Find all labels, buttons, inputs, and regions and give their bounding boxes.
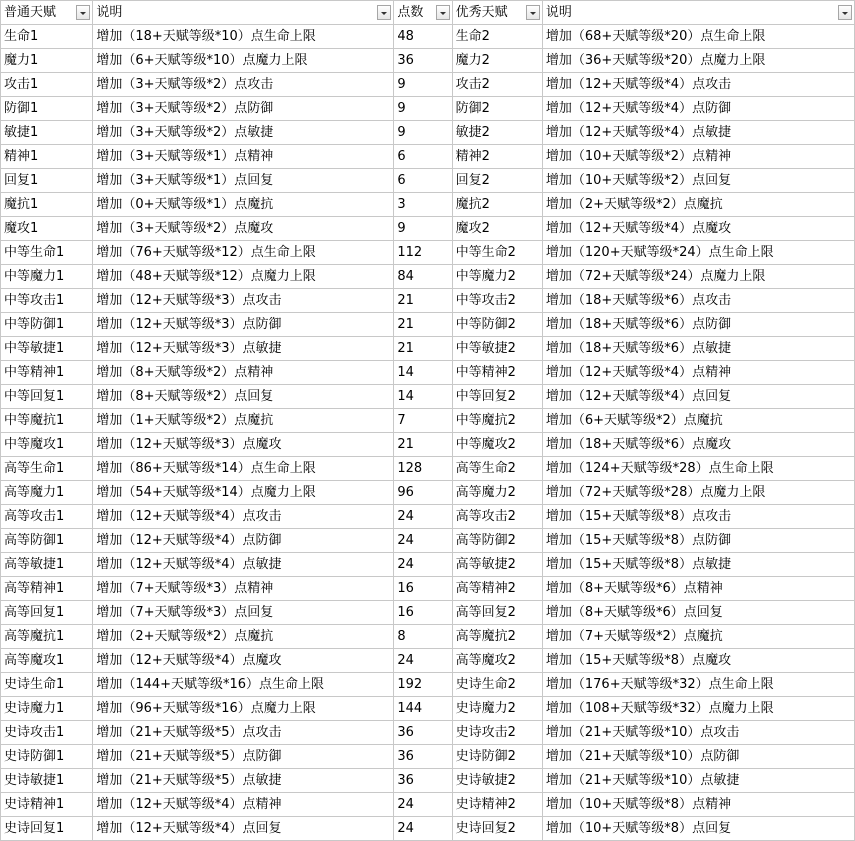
cell-description-2: 增加（18+天赋等级*6）点敏捷 xyxy=(542,337,854,361)
cell-points: 24 xyxy=(394,529,452,553)
cell-description-1: 增加（76+天赋等级*12）点生命上限 xyxy=(93,241,394,265)
table-row[interactable] xyxy=(1,25,855,49)
cell-normal-talent: 防御1 xyxy=(1,97,93,121)
cell-description-2: 增加（18+天赋等级*6）点攻击 xyxy=(542,289,854,313)
table-row[interactable] xyxy=(1,361,855,385)
table-row[interactable] xyxy=(1,121,855,145)
cell-description-2: 增加（15+天赋等级*8）点魔攻 xyxy=(542,649,854,673)
cell-description-1: 增加（96+天赋等级*16）点魔力上限 xyxy=(93,697,394,721)
cell-excellent-talent: 高等敏捷2 xyxy=(452,553,542,577)
cell-normal-talent: 中等回复1 xyxy=(1,385,93,409)
cell-description-2: 增加（18+天赋等级*6）点防御 xyxy=(542,313,854,337)
cell-description-1: 增加（21+天赋等级*5）点防御 xyxy=(93,745,394,769)
cell-description-2: 增加（10+天赋等级*2）点精神 xyxy=(542,145,854,169)
cell-normal-talent: 生命1 xyxy=(1,25,93,49)
cell-description-1: 增加（7+天赋等级*3）点回复 xyxy=(93,601,394,625)
cell-description-2: 增加（68+天赋等级*20）点生命上限 xyxy=(542,25,854,49)
cell-description-1: 增加（54+天赋等级*14）点魔力上限 xyxy=(93,481,394,505)
cell-description-2: 增加（12+天赋等级*4）点攻击 xyxy=(542,73,854,97)
cell-points: 21 xyxy=(394,289,452,313)
column-header-description-2[interactable] xyxy=(542,1,854,25)
filter-dropdown-icon[interactable] xyxy=(76,5,90,20)
cell-description-2: 增加（21+天赋等级*10）点敏捷 xyxy=(542,769,854,793)
column-header-normal-talent[interactable] xyxy=(1,1,93,25)
cell-description-2: 增加（176+天赋等级*32）点生命上限 xyxy=(542,673,854,697)
cell-normal-talent: 史诗魔力1 xyxy=(1,697,93,721)
table-row[interactable] xyxy=(1,385,855,409)
cell-description-2: 增加（18+天赋等级*6）点魔攻 xyxy=(542,433,854,457)
cell-points: 36 xyxy=(394,769,452,793)
cell-excellent-talent: 史诗回复2 xyxy=(452,817,542,841)
cell-description-2: 增加（21+天赋等级*10）点防御 xyxy=(542,745,854,769)
cell-excellent-talent: 史诗魔力2 xyxy=(452,697,542,721)
cell-description-1: 增加（12+天赋等级*3）点攻击 xyxy=(93,289,394,313)
cell-normal-talent: 魔力1 xyxy=(1,49,93,73)
table-row[interactable] xyxy=(1,217,855,241)
column-header-description-1[interactable] xyxy=(93,1,394,25)
table-row[interactable] xyxy=(1,169,855,193)
cell-description-2: 增加（72+天赋等级*24）点魔力上限 xyxy=(542,265,854,289)
table-row[interactable] xyxy=(1,625,855,649)
table-row[interactable] xyxy=(1,145,855,169)
cell-normal-talent: 中等魔抗1 xyxy=(1,409,93,433)
table-row[interactable] xyxy=(1,793,855,817)
table-row[interactable] xyxy=(1,481,855,505)
table-row[interactable] xyxy=(1,817,855,841)
cell-points: 16 xyxy=(394,577,452,601)
cell-description-2: 增加（2+天赋等级*2）点魔抗 xyxy=(542,193,854,217)
table-row[interactable] xyxy=(1,265,855,289)
cell-description-2: 增加（7+天赋等级*2）点魔抗 xyxy=(542,625,854,649)
cell-points: 21 xyxy=(394,337,452,361)
cell-description-2: 增加（12+天赋等级*4）点防御 xyxy=(542,97,854,121)
column-header-label: 说明 xyxy=(96,5,123,20)
cell-normal-talent: 中等生命1 xyxy=(1,241,93,265)
cell-normal-talent: 魔攻1 xyxy=(1,217,93,241)
cell-description-1: 增加（0+天赋等级*1）点魔抗 xyxy=(93,193,394,217)
table-row[interactable] xyxy=(1,505,855,529)
cell-points: 9 xyxy=(394,217,452,241)
cell-excellent-talent: 魔抗2 xyxy=(452,193,542,217)
filter-dropdown-icon[interactable] xyxy=(526,5,540,20)
cell-normal-talent: 高等魔力1 xyxy=(1,481,93,505)
cell-excellent-talent: 中等攻击2 xyxy=(452,289,542,313)
cell-points: 112 xyxy=(394,241,452,265)
cell-points: 3 xyxy=(394,193,452,217)
column-header-points[interactable] xyxy=(394,1,452,25)
cell-excellent-talent: 精神2 xyxy=(452,145,542,169)
cell-points: 84 xyxy=(394,265,452,289)
cell-description-2: 增加（10+天赋等级*8）点回复 xyxy=(542,817,854,841)
cell-description-2: 增加（12+天赋等级*4）点魔攻 xyxy=(542,217,854,241)
cell-description-2: 增加（108+天赋等级*32）点魔力上限 xyxy=(542,697,854,721)
table-row[interactable] xyxy=(1,769,855,793)
cell-normal-talent: 高等攻击1 xyxy=(1,505,93,529)
cell-normal-talent: 高等回复1 xyxy=(1,601,93,625)
cell-normal-talent: 精神1 xyxy=(1,145,93,169)
cell-description-1: 增加（21+天赋等级*5）点攻击 xyxy=(93,721,394,745)
cell-normal-talent: 敏捷1 xyxy=(1,121,93,145)
cell-description-1: 增加（3+天赋等级*2）点敏捷 xyxy=(93,121,394,145)
cell-normal-talent: 高等魔抗1 xyxy=(1,625,93,649)
table-row[interactable] xyxy=(1,577,855,601)
cell-excellent-talent: 中等魔攻2 xyxy=(452,433,542,457)
cell-points: 24 xyxy=(394,817,452,841)
cell-points: 24 xyxy=(394,649,452,673)
cell-description-1: 增加（3+天赋等级*2）点攻击 xyxy=(93,73,394,97)
cell-normal-talent: 中等敏捷1 xyxy=(1,337,93,361)
cell-description-1: 增加（12+天赋等级*4）点魔攻 xyxy=(93,649,394,673)
cell-normal-talent: 高等敏捷1 xyxy=(1,553,93,577)
table-header xyxy=(1,1,855,25)
table-row[interactable] xyxy=(1,721,855,745)
cell-description-1: 增加（12+天赋等级*4）点攻击 xyxy=(93,505,394,529)
cell-description-2: 增加（12+天赋等级*4）点回复 xyxy=(542,385,854,409)
table-row[interactable] xyxy=(1,49,855,73)
table-row[interactable] xyxy=(1,553,855,577)
cell-points: 21 xyxy=(394,313,452,337)
cell-normal-talent: 高等精神1 xyxy=(1,577,93,601)
cell-points: 24 xyxy=(394,553,452,577)
column-header-label: 说明 xyxy=(545,5,572,20)
table-row[interactable] xyxy=(1,529,855,553)
cell-excellent-talent: 回复2 xyxy=(452,169,542,193)
cell-description-2: 增加（6+天赋等级*2）点魔抗 xyxy=(542,409,854,433)
cell-points: 144 xyxy=(394,697,452,721)
cell-description-2: 增加（10+天赋等级*8）点精神 xyxy=(542,793,854,817)
cell-description-1: 增加（12+天赋等级*4）点敏捷 xyxy=(93,553,394,577)
cell-points: 36 xyxy=(394,745,452,769)
cell-excellent-talent: 魔力2 xyxy=(452,49,542,73)
cell-description-1: 增加（144+天赋等级*16）点生命上限 xyxy=(93,673,394,697)
cell-description-1: 增加（12+天赋等级*4）点防御 xyxy=(93,529,394,553)
cell-excellent-talent: 魔攻2 xyxy=(452,217,542,241)
cell-description-1: 增加（12+天赋等级*4）点精神 xyxy=(93,793,394,817)
table-row[interactable] xyxy=(1,673,855,697)
cell-normal-talent: 中等精神1 xyxy=(1,361,93,385)
cell-excellent-talent: 中等魔抗2 xyxy=(452,409,542,433)
cell-excellent-talent: 中等精神2 xyxy=(452,361,542,385)
cell-description-1: 增加（3+天赋等级*2）点魔攻 xyxy=(93,217,394,241)
cell-points: 6 xyxy=(394,169,452,193)
table-body xyxy=(1,25,855,841)
cell-description-1: 增加（1+天赋等级*2）点魔抗 xyxy=(93,409,394,433)
cell-points: 9 xyxy=(394,97,452,121)
column-header-label: 点数 xyxy=(397,5,424,20)
cell-excellent-talent: 防御2 xyxy=(452,97,542,121)
cell-description-2: 增加（10+天赋等级*2）点回复 xyxy=(542,169,854,193)
cell-description-2: 增加（72+天赋等级*28）点魔力上限 xyxy=(542,481,854,505)
cell-excellent-talent: 高等精神2 xyxy=(452,577,542,601)
cell-description-1: 增加（21+天赋等级*5）点敏捷 xyxy=(93,769,394,793)
cell-excellent-talent: 中等敏捷2 xyxy=(452,337,542,361)
cell-description-2: 增加（8+天赋等级*6）点回复 xyxy=(542,601,854,625)
cell-excellent-talent: 敏捷2 xyxy=(452,121,542,145)
table-row[interactable] xyxy=(1,745,855,769)
cell-excellent-talent: 史诗防御2 xyxy=(452,745,542,769)
cell-description-1: 增加（18+天赋等级*10）点生命上限 xyxy=(93,25,394,49)
cell-description-1: 增加（12+天赋等级*3）点敏捷 xyxy=(93,337,394,361)
cell-description-2: 增加（36+天赋等级*20）点魔力上限 xyxy=(542,49,854,73)
cell-points: 16 xyxy=(394,601,452,625)
cell-normal-talent: 中等攻击1 xyxy=(1,289,93,313)
table-row[interactable] xyxy=(1,337,855,361)
cell-normal-talent: 高等防御1 xyxy=(1,529,93,553)
cell-excellent-talent: 史诗攻击2 xyxy=(452,721,542,745)
cell-points: 36 xyxy=(394,49,452,73)
cell-description-1: 增加（3+天赋等级*2）点防御 xyxy=(93,97,394,121)
cell-description-1: 增加（7+天赋等级*3）点精神 xyxy=(93,577,394,601)
cell-normal-talent: 史诗敏捷1 xyxy=(1,769,93,793)
cell-excellent-talent: 中等魔力2 xyxy=(452,265,542,289)
cell-points: 128 xyxy=(394,457,452,481)
header-row xyxy=(1,1,855,25)
table-row[interactable] xyxy=(1,241,855,265)
cell-description-2: 增加（15+天赋等级*8）点防御 xyxy=(542,529,854,553)
cell-description-1: 增加（86+天赋等级*14）点生命上限 xyxy=(93,457,394,481)
cell-excellent-talent: 史诗敏捷2 xyxy=(452,769,542,793)
cell-normal-talent: 中等防御1 xyxy=(1,313,93,337)
cell-points: 7 xyxy=(394,409,452,433)
cell-points: 9 xyxy=(394,121,452,145)
cell-description-1: 增加（12+天赋等级*3）点防御 xyxy=(93,313,394,337)
filter-dropdown-icon[interactable] xyxy=(436,5,450,20)
cell-normal-talent: 史诗攻击1 xyxy=(1,721,93,745)
cell-normal-talent: 中等魔攻1 xyxy=(1,433,93,457)
cell-normal-talent: 攻击1 xyxy=(1,73,93,97)
cell-description-2: 增加（12+天赋等级*4）点精神 xyxy=(542,361,854,385)
cell-normal-talent: 中等魔力1 xyxy=(1,265,93,289)
cell-description-1: 增加（2+天赋等级*2）点魔抗 xyxy=(93,625,394,649)
column-header-label: 优秀天赋 xyxy=(455,5,508,20)
cell-points: 48 xyxy=(394,25,452,49)
cell-points: 96 xyxy=(394,481,452,505)
cell-points: 14 xyxy=(394,361,452,385)
cell-normal-talent: 史诗精神1 xyxy=(1,793,93,817)
cell-excellent-talent: 高等生命2 xyxy=(452,457,542,481)
column-header-label: 普通天赋 xyxy=(4,5,57,20)
cell-description-2: 增加（8+天赋等级*6）点精神 xyxy=(542,577,854,601)
table-row[interactable] xyxy=(1,193,855,217)
cell-points: 9 xyxy=(394,73,452,97)
cell-description-1: 增加（8+天赋等级*2）点精神 xyxy=(93,361,394,385)
table-row[interactable] xyxy=(1,97,855,121)
table-row[interactable] xyxy=(1,457,855,481)
cell-points: 8 xyxy=(394,625,452,649)
table-row[interactable] xyxy=(1,649,855,673)
cell-description-1: 增加（6+天赋等级*10）点魔力上限 xyxy=(93,49,394,73)
cell-excellent-talent: 高等魔力2 xyxy=(452,481,542,505)
cell-description-1: 增加（3+天赋等级*1）点回复 xyxy=(93,169,394,193)
cell-normal-talent: 史诗防御1 xyxy=(1,745,93,769)
cell-excellent-talent: 高等回复2 xyxy=(452,601,542,625)
cell-normal-talent: 高等魔攻1 xyxy=(1,649,93,673)
cell-excellent-talent: 中等回复2 xyxy=(452,385,542,409)
filter-dropdown-icon[interactable] xyxy=(377,5,391,20)
cell-description-1: 增加（12+天赋等级*4）点回复 xyxy=(93,817,394,841)
cell-excellent-talent: 高等魔抗2 xyxy=(452,625,542,649)
cell-excellent-talent: 攻击2 xyxy=(452,73,542,97)
cell-normal-talent: 史诗回复1 xyxy=(1,817,93,841)
cell-description-2: 增加（12+天赋等级*4）点敏捷 xyxy=(542,121,854,145)
cell-description-2: 增加（21+天赋等级*10）点攻击 xyxy=(542,721,854,745)
cell-points: 6 xyxy=(394,145,452,169)
column-header-excellent-talent[interactable] xyxy=(452,1,542,25)
cell-excellent-talent: 史诗生命2 xyxy=(452,673,542,697)
cell-description-2: 增加（15+天赋等级*8）点敏捷 xyxy=(542,553,854,577)
cell-normal-talent: 史诗生命1 xyxy=(1,673,93,697)
cell-excellent-talent: 生命2 xyxy=(452,25,542,49)
cell-points: 21 xyxy=(394,433,452,457)
cell-normal-talent: 魔抗1 xyxy=(1,193,93,217)
cell-excellent-talent: 中等防御2 xyxy=(452,313,542,337)
cell-description-2: 增加（15+天赋等级*8）点攻击 xyxy=(542,505,854,529)
cell-points: 24 xyxy=(394,793,452,817)
table-row[interactable] xyxy=(1,73,855,97)
table-row[interactable] xyxy=(1,601,855,625)
cell-description-1: 增加（48+天赋等级*12）点魔力上限 xyxy=(93,265,394,289)
table-row[interactable] xyxy=(1,409,855,433)
table-row[interactable] xyxy=(1,697,855,721)
cell-points: 24 xyxy=(394,505,452,529)
cell-excellent-talent: 高等防御2 xyxy=(452,529,542,553)
table-row[interactable] xyxy=(1,313,855,337)
table-row[interactable] xyxy=(1,289,855,313)
cell-excellent-talent: 高等攻击2 xyxy=(452,505,542,529)
cell-points: 14 xyxy=(394,385,452,409)
cell-points: 36 xyxy=(394,721,452,745)
table-row[interactable] xyxy=(1,433,855,457)
cell-description-2: 增加（124+天赋等级*28）点生命上限 xyxy=(542,457,854,481)
cell-excellent-talent: 史诗精神2 xyxy=(452,793,542,817)
cell-excellent-talent: 中等生命2 xyxy=(452,241,542,265)
cell-description-1: 增加（12+天赋等级*3）点魔攻 xyxy=(93,433,394,457)
cell-normal-talent: 回复1 xyxy=(1,169,93,193)
cell-excellent-talent: 高等魔攻2 xyxy=(452,649,542,673)
filter-dropdown-icon[interactable] xyxy=(838,5,852,20)
cell-description-1: 增加（3+天赋等级*1）点精神 xyxy=(93,145,394,169)
cell-points: 192 xyxy=(394,673,452,697)
cell-normal-talent: 高等生命1 xyxy=(1,457,93,481)
cell-description-2: 增加（120+天赋等级*24）点生命上限 xyxy=(542,241,854,265)
cell-description-1: 增加（8+天赋等级*2）点回复 xyxy=(93,385,394,409)
